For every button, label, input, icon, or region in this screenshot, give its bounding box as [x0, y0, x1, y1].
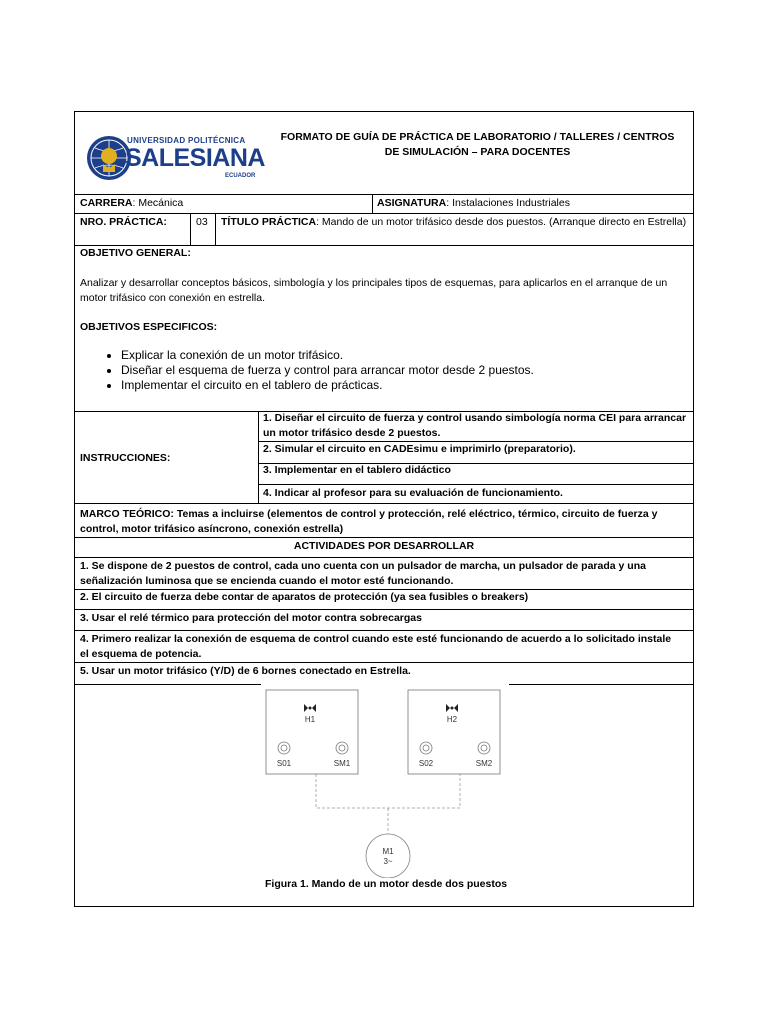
stop-button-s01-label: S01	[276, 759, 292, 768]
motor-m1-icon	[366, 834, 410, 878]
nro-practica-label: NRO. PRÁCTICA:	[80, 216, 167, 228]
marco-teorico: MARCO TEÓRICO: Temas a incluirse (elementos de control y protección, relé eléctrico, térmico, circuito de fuerza y control, motor trifásico asíncrono, conexión estrella)	[80, 508, 658, 535]
list-item: • Explicar la conexión de un motor trifásico.	[121, 348, 681, 363]
start-button-sm1-label: SM1	[333, 759, 351, 768]
actividad-4: 4. Primero realizar la conexión de esquema de control cuando este esté funcionando de acuerdo a lo solicitado instale el esquema de potencia.	[80, 633, 672, 660]
lamp-h2-label: H2	[446, 715, 458, 724]
carrera-field: CARRERA: Mecánica	[80, 197, 184, 209]
connection-lines	[316, 774, 460, 836]
actividad-2: 2. El circuito de fuerza debe contar de aparatos de protección (ya sea fusibles o breakers)	[80, 591, 529, 603]
motor-m1-type: 3~	[383, 857, 393, 866]
nro-practica-value: 03	[196, 216, 208, 228]
stop-button-s02-label: S02	[418, 759, 434, 768]
instruccion-3: 3. Implementar en el tablero didáctico	[263, 464, 451, 476]
practice-guide-sheet	[74, 111, 694, 907]
list-item: • Implementar el circuito en el tablero de prácticas.	[121, 378, 681, 393]
list-item: • Diseñar el esquema de fuerza y control para arrancar motor desde 2 puestos.	[121, 363, 681, 378]
actividad-3: 3. Usar el relé térmico para protección del motor contra sobrecargas	[80, 612, 422, 624]
two-station-diagram	[260, 688, 520, 878]
motor-m1-name: M1	[382, 847, 394, 856]
start-button-sm2-label: SM2	[475, 759, 493, 768]
titulo-practica-field: TÍTULO PRÁCTICA: Mando de un motor trifásico desde dos puestos. (Arranque directo en Estrella)	[221, 216, 687, 228]
objetivos-especificos-heading: OBJETIVOS ESPECIFICOS:	[80, 321, 218, 333]
university-logo	[85, 132, 265, 184]
instruccion-4: 4. Indicar al profesor para su evaluación de funcionamiento.	[263, 487, 563, 499]
lamp-h1-label: H1	[304, 715, 316, 724]
logo-line3: ECUADOR	[225, 173, 256, 179]
instruccion-2: 2. Simular el circuito en CADEsimu e imprimirlo (preparatorio).	[263, 443, 576, 455]
figure-caption: Figura 1. Mando de un motor desde dos puestos	[265, 878, 508, 890]
logo-line2: SALESIANA	[125, 144, 265, 172]
actividad-1: 1. Se dispone de 2 puestos de control, cada uno cuenta con un pulsador de marcha, un pulsador de parada y una señalización luminosa que se encienda cuando el motor esté funcionando.	[80, 560, 646, 587]
document-title: FORMATO DE GUÍA DE PRÁCTICA DE LABORATORIO / TALLERES / CENTROS DE SIMULACIÓN – PARA DOCENTES	[280, 131, 675, 158]
objetivos-especificos-list	[101, 348, 681, 393]
objetivo-general-heading: OBJETIVO GENERAL:	[80, 247, 191, 259]
instruccion-1: 1. Diseñar el circuito de fuerza y control usando simbología norma CEI para arrancar un motor trifásico desde 2 puestos.	[263, 412, 687, 439]
actividades-heading: ACTIVIDADES POR DESARROLLAR	[293, 540, 475, 552]
objetivo-general-text: Analizar y desarrollar conceptos básicos, simbología y los principales tipos de esquemas, para aplicarlos en el arranque de un motor trifásico con conexión en estrella.	[80, 277, 668, 304]
instrucciones-label: INSTRUCCIONES:	[80, 452, 171, 464]
logo-line1: UNIVERSIDAD POLITÉCNICA	[127, 136, 246, 145]
actividad-5: 5. Usar un motor trifásico (Y/D) de 6 bornes conectado en Estrella.	[80, 665, 411, 677]
asignatura-field: ASIGNATURA: Instalaciones Industriales	[377, 197, 570, 209]
